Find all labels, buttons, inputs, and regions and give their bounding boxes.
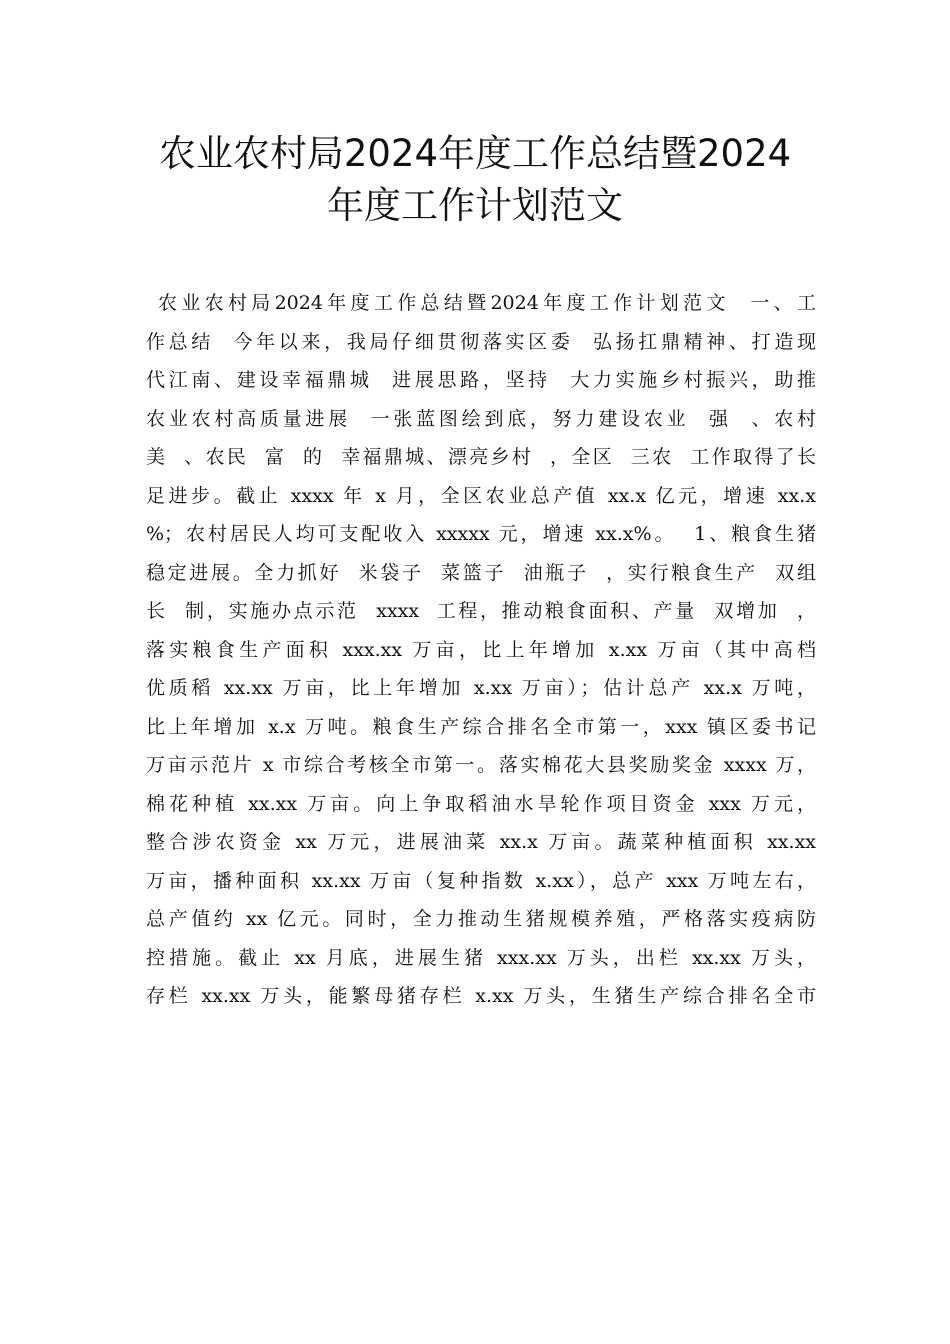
body-line: 万亩，播种面积 xx.xx 万亩（复种指数 x.xx），总产 xxx 万吨左右， [146,869,816,892]
body-line: 代江南、建设幸福鼎城 进展思路，坚持 大力实施乡村振兴，助推 [146,369,816,391]
body-line: 农业农村高质量进展 一张蓝图绘到底，努力建设农业 强 、农村 [146,407,816,430]
body-line: 落实粮食生产面积 xxx.xx 万亩，比上年增加 x.xx 万亩（其中高档 [146,638,816,661]
body-line: 足进步。截止 xxxx 年 x 月，全区农业总产值 xx.x 亿元，增速 xx.x [146,484,816,507]
document-title [110,128,840,232]
body-line: 棉花种植 xx.xx 万亩。向上争取稻油水旱轮作项目资金 xxx 万元， [146,792,816,815]
body-line: 美 、农民 富 的 幸福鼎城、漂亮乡村 ，全区 三农 工作取得了长 [146,446,816,468]
body-line: 存栏 xx.xx 万头，能繁母猪存栏 x.xx 万头，生猪生产综合排名全市 [146,985,816,1007]
body-line: 作总结 今年以来，我局仔细贯彻落实区委 弘扬扛鼎精神、打造现 [146,330,816,353]
body-line: 农业农村局2024年度工作总结暨2024年度工作计划范文 一、工 [158,292,816,314]
body-line: 总产值约 xx 亿元。同时，全力推动生猪规模养殖，严格落实疫病防 [146,908,816,930]
document-body [146,284,816,1016]
body-line: 稳定进展。全力抓好 米袋子 菜篮子 油瓶子 ，实行粮食生产 双组 [146,561,816,584]
title-line: 年度工作计划范文 [327,184,623,227]
body-line: 优质稻 xx.xx 万亩，比上年增加 x.xx 万亩）；估计总产 xx.x 万吨， [146,677,816,699]
body-line: 整合涉农资金 xx 万元，进展油菜 xx.x 万亩。蔬菜种植面积 xx.xx [146,831,816,853]
body-line: 万亩示范片 x 市综合考核全市第一。落实棉花大县奖励奖金 xxxx 万， [146,754,816,776]
body-line: 比上年增加 x.x 万吨。粮食生产综合排名全市第一，xxx 镇区委书记 [146,715,816,738]
body-line: 控措施。截止 xx 月底，进展生猪 xxx.xx 万头，出栏 xx.xx 万头， [146,946,816,969]
title-line: 农业农村局2024年度工作总结暨2024 [158,132,792,175]
body-line: 长 制，实施办点示范 xxxx 工程，推动粮食面积、产量 双增加 ， [146,600,816,622]
body-line: %；农村居民人均可支配收入 xxxxx 元，增速 xx.x%。 1、粮食生猪 [146,523,816,545]
